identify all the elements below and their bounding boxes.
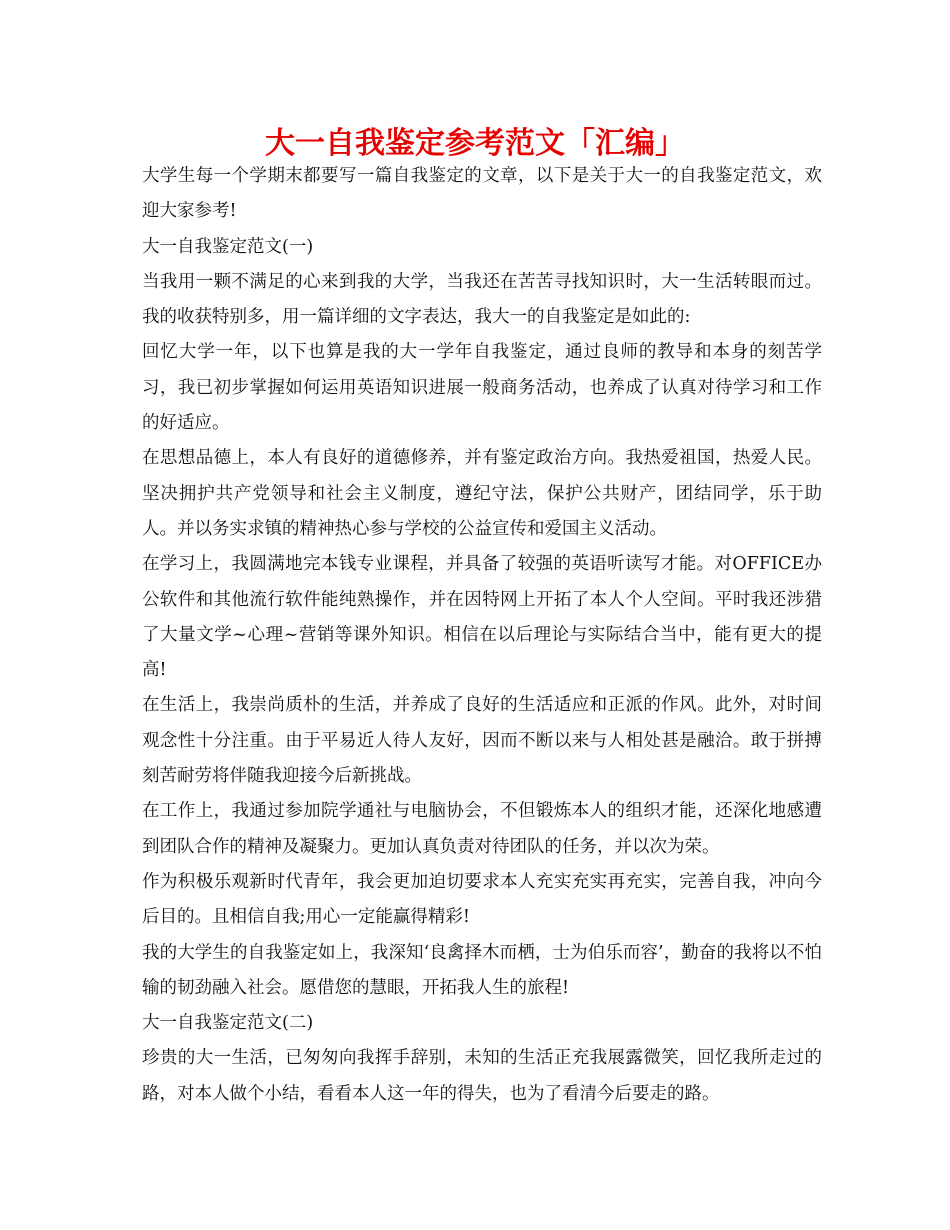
intro-paragraph: 大学生每一个学期末都要写一篇自我鉴定的文章，以下是关于大一的自我鉴定范文，欢迎大家参考! xyxy=(142,166,822,222)
body-paragraph: 珍贵的大一生活，已匆匆向我挥手辞别，未知的生活正充我展露微笑，回忆我所走过的路，对本人做个小结，看看本人这一年的得失，也为了看清今后要走的路。 xyxy=(142,1048,822,1104)
section-heading-1: 大一自我鉴定范文(一) xyxy=(142,236,314,257)
section-heading-2: 大一自我鉴定范文(二) xyxy=(142,1013,314,1034)
body-paragraph: 我的大学生的自我鉴定如上，我深知‘良禽择木而栖，士为伯乐而容’，勤奋的我将以不怕输的韧劲融入社会。愿借您的慧眼，开拓我人生的旅程! xyxy=(142,942,822,998)
body-paragraph: 在学习上，我圆满地完本钱专业课程，并具备了较强的英语听读写才能。对OFFICE办公软件和其他流行软件能纯熟操作，并在因特网上开拓了本人个人空间。平时我还涉猎了大量文学~心理~营销等课外知识。相信在以后理论与实际结合当中，能有更大的提高! xyxy=(142,554,822,681)
body-paragraph: 在生活上，我崇尚质朴的生活，并养成了良好的生活适应和正派的作风。此外，对时间观念性十分注重。由于平易近人待人友好，因而不断以来与人相处甚是融洽。敢于拼搏刻苦耐劳将伴随我迎接今后新挑战。 xyxy=(142,695,822,787)
body-paragraph: 当我用一颗不满足的心来到我的大学，当我还在苦苦寻找知识时，大一生活转眼而过。我的收获特别多，用一篇详细的文字表达，我大一的自我鉴定是如此的: xyxy=(142,271,822,328)
body-paragraph: 作为积极乐观新时代青年，我会更加迫切要求本人充实充实再充实，完善自我，冲向今后目的。且相信自我;用心一定能赢得精彩! xyxy=(142,871,822,928)
body-paragraph: 在工作上，我通过参加院学通社与电脑协会，不但锻炼本人的组织才能，还深化地感遭到团队合作的精神及凝聚力。更加认真负责对待团队的任务，并以次为荣。 xyxy=(142,801,822,857)
body-paragraph: 在思想品德上，本人有良好的道德修养，并有鉴定政治方向。我热爱祖国，热爱人民。坚决拥护共产党领导和社会主义制度，遵纪守法，保护公共财产，团结同学，乐于助人。并以务实求镇的精神热心参与学校的公益宣传和爱国主义活动。 xyxy=(142,448,822,539)
body-paragraph: 回忆大学一年，以下也算是我的大一学年自我鉴定，通过良师的教导和本身的刻苦学习，我已初步掌握如何运用英语知识进展一般商务活动，也养成了认真对待学习和工作的好适应。 xyxy=(142,342,822,434)
document-title: 大一自我鉴定参考范文「汇编」 xyxy=(265,126,685,161)
document-body xyxy=(142,159,822,1112)
